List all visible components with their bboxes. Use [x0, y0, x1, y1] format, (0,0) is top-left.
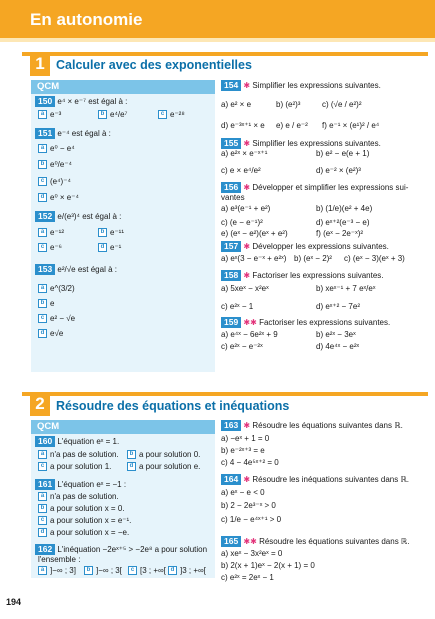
qcm-header [31, 420, 215, 434]
difficulty-star-icon: ✱✱ [243, 318, 257, 327]
item-a: a) e²ˣ × e⁻ˣ⁺¹ [221, 149, 268, 158]
section-number: 2 [30, 392, 50, 416]
exercise-152 [35, 211, 121, 222]
exercise-number: 159 [221, 317, 241, 328]
item-a: a) eˣ − e < 0 [221, 488, 265, 497]
choice-b[interactable]: b a pour solution x = 0. [38, 504, 125, 514]
item-b: b) (1/e)(e² + 4e) [316, 204, 373, 213]
item-b: b) e²ˣ − 3eˣ [316, 330, 356, 339]
exercise-number: 158 [221, 270, 241, 281]
difficulty-star-icon: ✱ [243, 271, 251, 280]
choice-c[interactable]: c e⁻⁶ [38, 243, 62, 253]
choice-text: e² − √e [50, 314, 76, 323]
item-d: d) eˣ⁺²(e⁻³ − e) [316, 218, 370, 227]
item-c: c) e × e⁴/e² [221, 166, 261, 175]
item-b: b) e⁻²ˣ⁺³ = e [221, 446, 265, 455]
qcm-header [31, 80, 215, 94]
page-number: 194 [6, 597, 22, 607]
exercise-number: 150 [35, 96, 55, 107]
exercise-162 [35, 544, 207, 555]
choice-c[interactable]: c e⁻²⁸ [158, 110, 185, 120]
exercise-number: 161 [35, 479, 55, 490]
item-c: c) (eˣ − 3)(eˣ + 3) [344, 254, 405, 263]
item-c: c) e²ˣ − 1 [221, 302, 254, 311]
choice-text: e⁻⁶ [50, 243, 62, 252]
choice-d[interactable]: d e⁰ × e⁻⁴ [38, 193, 79, 203]
choice-text: e^(3/2) [50, 284, 75, 293]
choice-text: a pour solution e. [139, 462, 201, 471]
item-d: d) e⁻² × (e²)³ [316, 166, 361, 175]
exercise-150 [35, 96, 127, 107]
header-strip [0, 38, 435, 42]
choice-text: e⁻¹ [110, 243, 122, 252]
exercise-number: 160 [35, 436, 55, 447]
choice-text: [3 ; +∞[ [140, 566, 166, 575]
item-b: b) (e²)³ [276, 100, 301, 109]
choice-b[interactable]: b e [38, 299, 54, 309]
exercise-160 [35, 436, 119, 447]
exercise-161 [35, 479, 126, 490]
difficulty-star-icon: ✱ [243, 421, 251, 430]
choice-b[interactable]: b a pour solution 0. [127, 450, 200, 460]
choice-c[interactable]: c e² − √e [38, 314, 75, 324]
exercise-number: 156 [221, 182, 241, 193]
choice-a[interactable]: a ]−∞ ; 3] [38, 566, 76, 576]
difficulty-star-icon: ✱✱ [243, 537, 257, 546]
item-a: a) e² × e [221, 100, 252, 109]
exercise-stem: e⁻⁴ est égal à : [57, 129, 111, 138]
choice-text: e⁰ × e⁻⁴ [50, 193, 79, 202]
choice-c[interactable]: c [3 ; +∞[ [128, 566, 166, 576]
exercise-instruction: Résoudre les équations suivantes dans ℝ. [252, 421, 403, 430]
exercise-number: 157 [221, 241, 241, 252]
exercise-number: 164 [221, 474, 241, 485]
exercise-number: 154 [221, 80, 241, 91]
item-a: a) e³(e⁻¹ + e²) [221, 204, 271, 213]
choice-c[interactable]: c a pour solution x = e⁻¹. [38, 516, 131, 526]
choice-text: e⁻¹¹ [110, 228, 124, 237]
exercise-153 [35, 264, 117, 275]
choice-text: a pour solution x = −e. [50, 528, 130, 537]
exercise-154 [221, 80, 381, 91]
exercise-number: 153 [35, 264, 55, 275]
exercise-157 [221, 241, 389, 252]
item-b: b) 2(x + 1)eˣ − 2(x + 1) = 0 [221, 561, 315, 570]
item-c: c) (e − e⁻¹)² [221, 218, 263, 227]
item-e: e) e / e⁻² [276, 121, 308, 130]
choice-text: a pour solution 1. [50, 462, 112, 471]
choice-d[interactable]: d e√e [38, 329, 63, 339]
section-title: Calculer avec des exponentielles [56, 58, 252, 72]
choice-text: ]3 ; +∞[ [180, 566, 206, 575]
qcm-label: QCM [37, 81, 60, 92]
choice-text: n'a pas de solution. [50, 492, 119, 501]
choice-text: e [50, 299, 55, 308]
exercise-155 [221, 138, 381, 149]
exercise-159 [221, 317, 390, 328]
exercise-instruction: Développer et simplifier les expressions sui- [252, 183, 409, 192]
exercise-stem: L'inéquation −2eˣ⁺⁵ > −2e⁸ a pour solution [57, 545, 208, 554]
exercise-number: 155 [221, 138, 241, 149]
choice-b[interactable]: b e⁰/e⁻⁴ [38, 160, 72, 170]
choice-a[interactable]: a e⁰ − e⁴ [38, 144, 75, 154]
item-a: a) 5xeˣ − x²eˣ [221, 284, 269, 293]
exercise-156 [221, 182, 408, 193]
difficulty-star-icon: ✱ [243, 183, 251, 192]
section-bar [22, 392, 428, 396]
choice-d[interactable]: d a pour solution x = −e. [38, 528, 129, 538]
exercise-158 [221, 270, 384, 281]
exercise-number: 163 [221, 420, 241, 431]
exercise-163 [221, 420, 403, 431]
choice-b[interactable]: b ]−∞ ; 3[ [84, 566, 122, 576]
item-c: c) 1/e − e⁴ˣ⁺¹ > 0 [221, 515, 282, 524]
difficulty-star-icon: ✱ [243, 81, 251, 90]
choice-a[interactable]: a e^(3/2) [38, 284, 75, 294]
choice-text: n'a pas de solution. [50, 450, 119, 459]
exercise-165 [221, 536, 410, 547]
exercise-number: 162 [35, 544, 55, 555]
exercise-number: 151 [35, 128, 55, 139]
item-b: b) xeˣ⁻¹ + 7 eˣ/eˣ [316, 284, 376, 293]
choice-text: e⁰/e⁻⁴ [50, 160, 72, 169]
exercise-stem: e/(e³)⁴ est égal à : [57, 212, 122, 221]
item-c: c) 4 − 4e⁵ˣ⁺² = 0 [221, 458, 279, 467]
choice-a[interactable]: a n'a pas de solution. [38, 450, 119, 460]
exercise-instruction: Résoudre les inéquations suivantes dans ℝ. [252, 475, 410, 484]
item-a: a) eˣ(3 − e⁻ˣ + e²ˣ) [221, 254, 287, 263]
item-b: b) (eˣ − 2)² [294, 254, 332, 263]
item-f: f) e⁻¹ × (e¹)² / e⁴ [322, 121, 380, 130]
choice-text: (e⁴)⁻⁴ [50, 177, 71, 186]
choice-text: e⁴/e⁷ [110, 110, 128, 119]
choice-text: e⁻¹² [50, 228, 64, 237]
exercise-instruction-cont: vantes [221, 193, 245, 202]
choice-a[interactable]: a e⁻³ [38, 110, 61, 120]
choice-text: e⁻³ [50, 110, 62, 119]
choice-c[interactable]: c (e⁴)⁻⁴ [38, 177, 71, 187]
item-d: d) eˣ⁺² − 7e² [316, 302, 360, 311]
item-c: c) (√e / e²)² [322, 100, 362, 109]
exercise-instruction: Factoriser les expressions suivantes. [259, 318, 391, 327]
choice-text: a pour solution 0. [139, 450, 201, 459]
difficulty-star-icon: ✱ [243, 475, 251, 484]
choice-d[interactable]: d e⁻¹ [98, 243, 121, 253]
exercise-164 [221, 474, 409, 485]
exercise-stem: e²/√e est égal à : [57, 265, 117, 274]
choice-a[interactable]: a e⁻¹² [38, 228, 64, 238]
exercise-number: 152 [35, 211, 55, 222]
item-e: e) (eˣ − e²)(eˣ + e²) [221, 229, 288, 238]
exercise-stem: e⁴ × e⁻⁷ est égal à : [57, 97, 128, 106]
item-a: a) e⁴ˣ − 6e²ˣ + 9 [221, 330, 278, 339]
choice-b[interactable]: b e⁻¹¹ [98, 228, 124, 238]
item-c: c) e²ˣ = 2eˣ − 1 [221, 573, 274, 582]
choice-text: e⁻²⁸ [170, 110, 185, 119]
item-a: a) −eˣ + 1 = 0 [221, 434, 270, 443]
exercise-number: 165 [221, 536, 241, 547]
item-d: d) 4e⁴ˣ − e²ˣ [316, 342, 360, 351]
page-title: En autonomie [30, 10, 143, 29]
exercise-instruction: Développer les expressions suivantes. [252, 242, 389, 251]
item-f: f) (eˣ − 2e⁻ˣ)² [316, 229, 364, 238]
exercise-stem: L'équation eˣ = 1. [57, 437, 120, 446]
choice-text: a pour solution x = e⁻¹. [50, 516, 132, 525]
exercise-instruction: Simplifier les expressions suivantes. [252, 139, 381, 148]
choice-c[interactable]: c a pour solution 1. [38, 462, 111, 472]
exercise-instruction: Simplifier les expressions suivantes. [252, 81, 381, 90]
choice-b[interactable]: b e⁴/e⁷ [98, 110, 127, 120]
difficulty-star-icon: ✱ [243, 139, 251, 148]
choice-text: e⁰ − e⁴ [50, 144, 75, 153]
choice-text: e√e [50, 329, 64, 338]
qcm-label: QCM [37, 421, 60, 432]
section-bar [22, 52, 428, 56]
choice-text: ]−∞ ; 3[ [96, 566, 122, 575]
choice-a[interactable]: a n'a pas de solution. [38, 492, 119, 502]
section-number: 1 [30, 52, 50, 76]
item-d: d) e⁻³ˣ⁺¹ × e [221, 121, 265, 130]
exercise-151 [35, 128, 111, 139]
item-b: b) 2 − 2e³⁻ˣ > 0 [221, 501, 276, 510]
choice-text: ]−∞ ; 3] [50, 566, 76, 575]
item-a: a) xeˣ − 3x²eˣ = 0 [221, 549, 283, 558]
difficulty-star-icon: ✱ [243, 242, 251, 251]
exercise-stem-cont: l'ensemble : [38, 555, 81, 564]
choice-text: a pour solution x = 0. [50, 504, 125, 513]
item-c: c) e²ˣ − e⁻²ˣ [221, 342, 263, 351]
exercise-instruction: Factoriser les expressions suivantes. [252, 271, 384, 280]
choice-d[interactable]: d ]3 ; +∞[ [168, 566, 206, 576]
section-title: Résoudre des équations et inéquations [56, 399, 290, 413]
choice-d[interactable]: d a pour solution e. [127, 462, 200, 472]
item-b: b) e² − e(e + 1) [316, 149, 370, 158]
exercise-stem: L'équation eˣ = −1 : [57, 480, 127, 489]
exercise-instruction: Résoudre les équations suivantes dans ℝ. [259, 537, 410, 546]
